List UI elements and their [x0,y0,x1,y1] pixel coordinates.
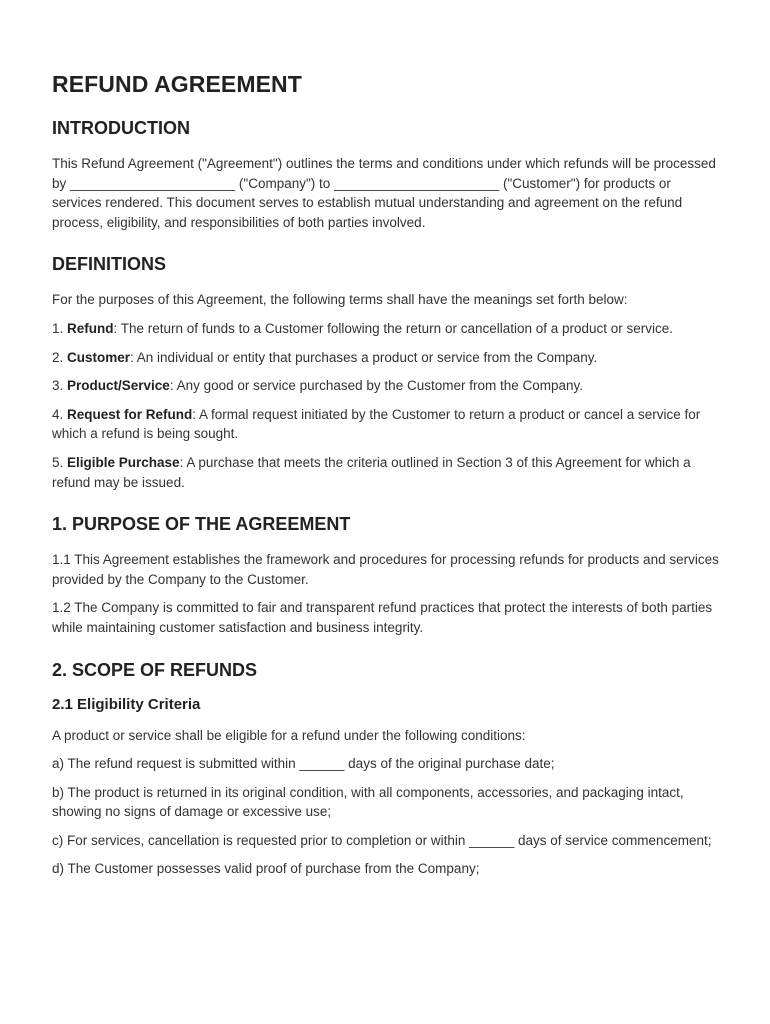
definitions-heading: DEFINITIONS [52,254,167,275]
document-title: REFUND AGREEMENT [52,71,302,97]
definitions-intro: For the purposes of this Agreement, the following terms shall have the meanings set forth below: [52,292,628,308]
definition-item: 3. Product/Service: Any good or service purchased by the Customer from the Company. [52,378,584,394]
definition-term: Refund [67,320,114,336]
definition-term: Eligible Purchase [67,454,180,470]
purpose-clause-1-1: 1.1 This Agreement establishes the framework and procedures for processing refunds for products and services provided by the Company to the Customer. [52,552,719,587]
definition-term: Request for Refund [67,406,193,422]
definition-item: 2. Customer: An individual or entity that purchases a product or service from the Company. [52,349,598,365]
definition-item: 4. Request for Refund: A formal request initiated by the Customer to return a product or cancel a service for which a refund is being sought. [52,406,701,442]
definition-term: Customer [67,349,131,365]
eligibility-condition-a: a) The refund request is submitted within ______ days of the original purchase date; [52,756,555,772]
definition-item: 5. Eligible Purchase: A purchase that meets the criteria outlined in Section 3 of this Agreement for which a refund may be issued. [52,454,691,490]
scope-heading: 2. SCOPE OF REFUNDS [52,659,258,680]
eligibility-condition-b: b) The product is returned in its original condition, with all components, accessories, and packaging intact, showing no signs of damage or excessive use; [52,784,684,820]
definition-item: 1. Refund: The return of funds to a Customer following the return or cancellation of a product or service. [52,320,674,336]
definition-term: Product/Service [67,378,170,394]
introduction-text: This Refund Agreement ("Agreement") outlines the terms and conditions under which refunds will be processed by ______________________ ("Company") to ______________________ ("Customer") for products or services rendered. This document serves to establish mutual understanding and agreement on the refund process, eligibility, and responsibilities of both parties involved. [52,156,716,230]
eligibility-condition-d: d) The Customer possesses valid proof of purchase from the Company; [52,861,480,877]
introduction-heading: INTRODUCTION [52,118,190,138]
purpose-clause-1-2: 1.2 The Company is committed to fair and transparent refund practices that protect the interests of both parties while maintaining customer satisfaction and business integrity. [52,600,713,635]
eligibility-intro: A product or service shall be eligible for a refund under the following conditions: [52,727,526,743]
eligibility-subheading: 2.1 Eligibility Criteria [52,695,201,713]
purpose-heading: 1. PURPOSE OF THE AGREEMENT [52,514,351,535]
eligibility-condition-c: c) For services, cancellation is requested prior to completion or within ______ days of service commencement; [52,832,712,848]
